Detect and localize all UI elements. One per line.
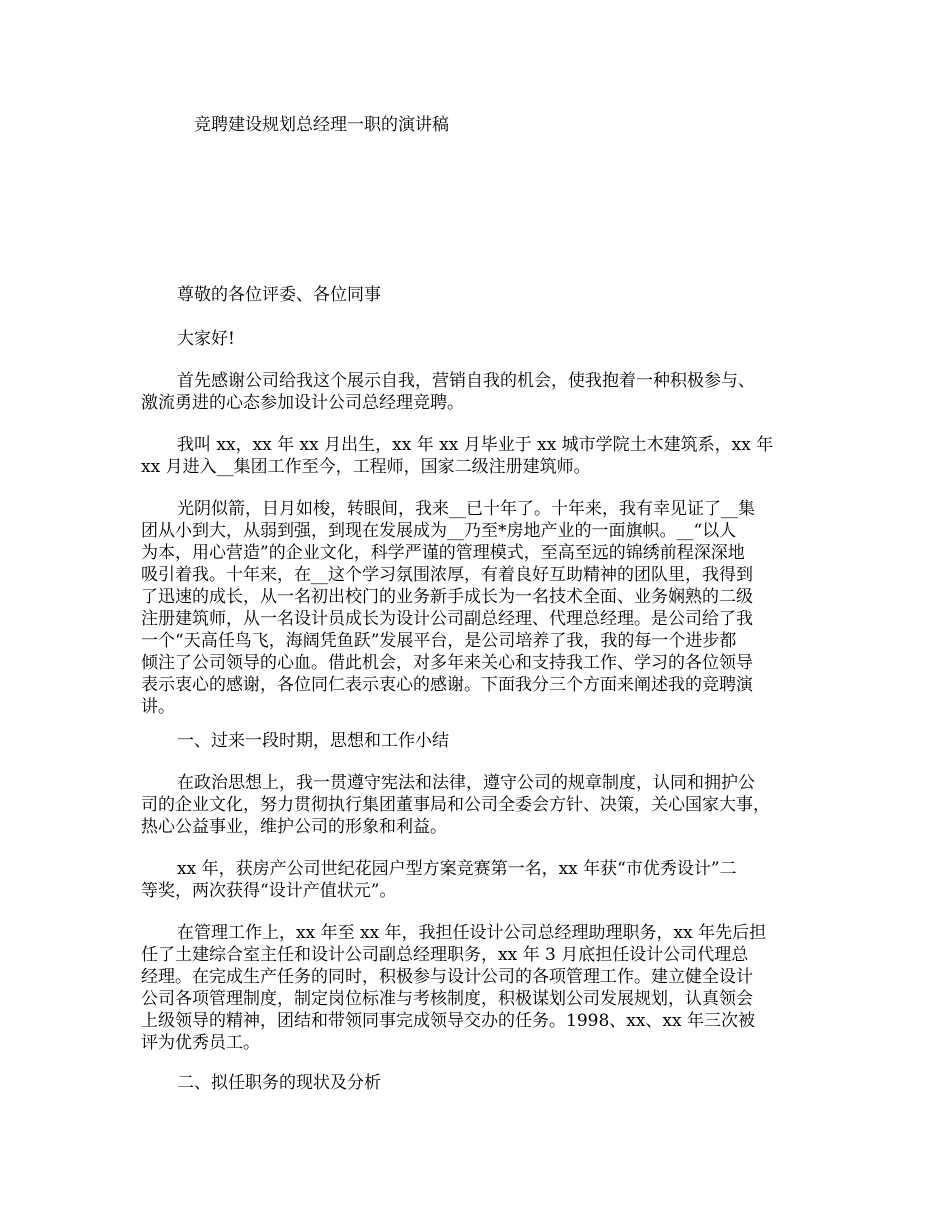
body-paragraph xyxy=(141,434,821,478)
text-line: 等奖，两次获得“设计产值状元”。 xyxy=(141,881,397,901)
text-line: 评为优秀员工。 xyxy=(141,1033,260,1053)
text-line: 司的企业文化，努力贯彻执行集团董事局和公司全委会方针、决策，关心国家大事， xyxy=(141,795,770,815)
text-line: 倾注了公司领导的心血。借此机会，对多年来关心和支持我工作、学习的各位领导 xyxy=(141,653,753,673)
text-line: 注册建筑师，从一名设计员成长为设计公司副总经理、代理总经理。是公司给了我 xyxy=(141,609,753,629)
text-line: 上级领导的精神，团结和带领同事完成领导交办的任务。1998、xx、xx 年三次被 xyxy=(141,1011,756,1031)
text-line: 经理。在完成生产任务的同时，积极参与设计公司的各项管理工作。建立健全设计 xyxy=(141,967,753,987)
text-line: 一个“天高任鸟飞，海阔凭鱼跃”发展平台，是公司培养了我，我的每一个进步都 xyxy=(141,631,737,651)
text-line: 首先感谢公司给我这个展示自我，营销自我的机会，使我抱着一种积极参与、 xyxy=(177,371,755,391)
body-paragraph xyxy=(141,498,821,718)
text-line: 团从小到大，从弱到强，到现在发展成为__乃至*房地产业的一面旗帜。__“以人 xyxy=(141,521,737,541)
text-line: 热心公益事业，维护公司的形象和利益。 xyxy=(141,817,447,837)
section-heading xyxy=(141,1072,821,1094)
section-heading xyxy=(141,730,821,752)
text-line: 尊敬的各位评委、各位同事 xyxy=(177,285,381,305)
body-paragraph xyxy=(141,772,821,838)
text-line: 吸引着我。十年来，在__这个学习氛围浓厚，有着良好互助精神的团队里，我得到 xyxy=(141,565,753,585)
text-line: 为本，用心营造”的企业文化，科学严谨的管理模式，至高至远的锦绣前程深深地 xyxy=(141,543,745,563)
text-line: 在政治思想上，我一贯遵守宪法和法律，遵守公司的规章制度，认同和拥护公 xyxy=(177,773,755,793)
text-line: xx 年，获房产公司世纪花园户型方案竞赛第一名，xx 年获“市优秀设计”二 xyxy=(177,859,737,879)
body-paragraph xyxy=(141,370,821,414)
text-line: 激流勇进的心态参加设计公司总经理竞聘。 xyxy=(141,393,464,413)
text-line: xx 月进入__集团工作至今，工程师，国家二级注册建筑师。 xyxy=(141,457,591,477)
text-line: 一、过来一段时期，思想和工作小结 xyxy=(177,731,449,751)
body-paragraph xyxy=(141,922,821,1054)
text-line: 表示衷心的感谢，各位同仁表示衷心的感谢。下面我分三个方面来阐述我的竞聘演 xyxy=(141,675,753,695)
text-line: 了迅速的成长，从一名初出校门的业务新手成长为一名技术全面、业务娴熟的二级 xyxy=(141,587,753,607)
text-line: 光阴似箭，日月如梭，转眼间，我来__已十年了。十年来，我有幸见证了__集 xyxy=(177,499,755,519)
document-title: 竞聘建设规划总经理一职的演讲稿 xyxy=(194,115,449,135)
greeting-paragraph xyxy=(141,328,821,350)
text-line: 讲。 xyxy=(141,697,175,717)
text-line: 公司各项管理制度，制定岗位标准与考核制度，积极谋划公司发展规划，认真领会 xyxy=(141,989,753,1009)
salutation-paragraph xyxy=(141,284,821,306)
text-line: 二、拟任职务的现状及分析 xyxy=(177,1073,381,1093)
text-line: 任了土建综合室主任和设计公司副总经理职务，xx 年 3 月底担任设计公司代理总 xyxy=(141,945,749,965)
text-line: 大家好! xyxy=(177,329,235,349)
body-paragraph xyxy=(141,858,821,902)
text-line: 我叫 xx，xx 年 xx 月出生，xx 年 xx 月毕业于 xx 城市学院土木建筑系，xx 年 xyxy=(177,435,774,455)
text-line: 在管理工作上，xx 年至 xx 年，我担任设计公司总经理助理职务，xx 年先后担 xyxy=(177,923,767,943)
